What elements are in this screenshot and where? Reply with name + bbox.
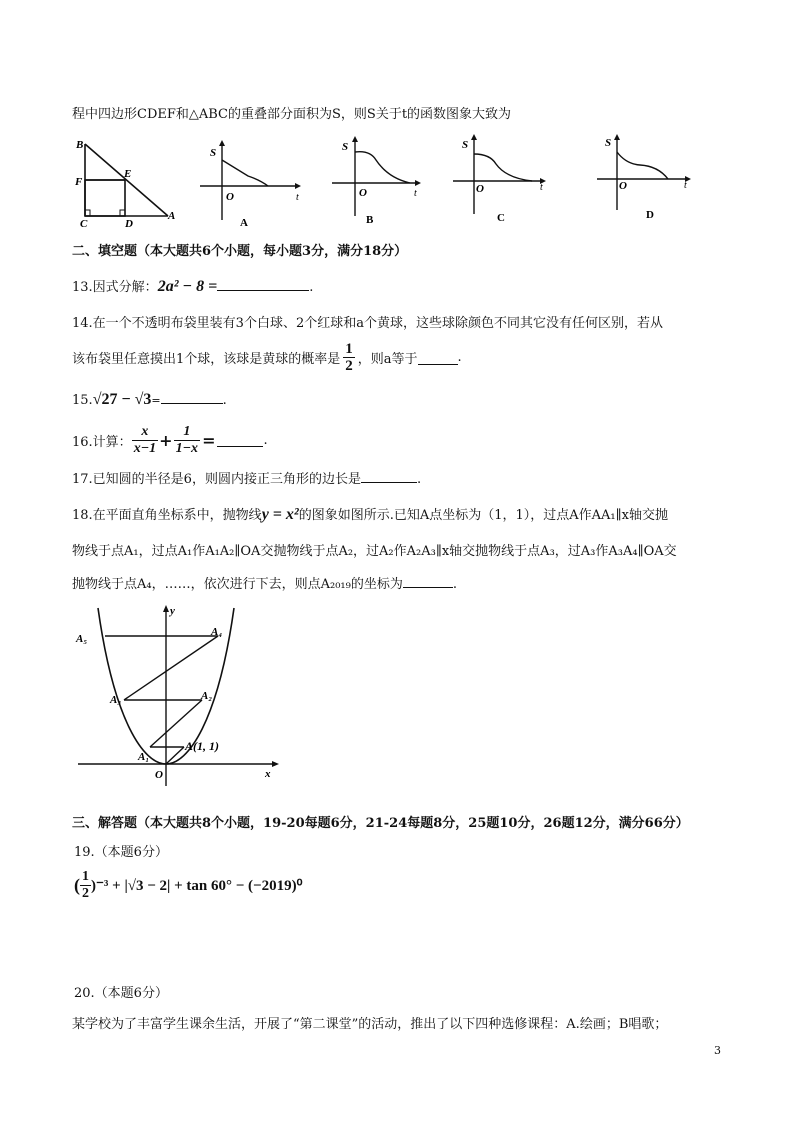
label-C: C (80, 218, 88, 230)
label-D: D (125, 218, 133, 230)
q18-equation: y = x² (261, 506, 299, 523)
option-label-c: C (497, 212, 505, 224)
question-20-title: 20.（本题6分） (74, 986, 168, 1001)
question-18-line3: 抛物线于点A₄，……，依次进行下去，则点A₂₀₁₉的坐标为 . (72, 577, 457, 592)
q14-answer-blank (418, 350, 458, 365)
graph-option-b (332, 136, 421, 226)
label-A: A (168, 210, 176, 222)
q16-fraction-1: $\frac{x}{x-1}$ (133, 423, 157, 456)
q13-expression: 2a² − 8 = (157, 278, 218, 295)
triangle-figure (85, 144, 168, 216)
option-label-b: B (366, 214, 374, 226)
question-16: 16.计算： $\frac{x}{x-1}$ + $\frac{1}{1-x}$ = . (72, 423, 268, 456)
q14-fraction: $\frac{1}{2}$ (345, 340, 353, 374)
label-x: x (265, 768, 271, 780)
section-2-header: 二、填空题（本大题共6个小题，每小题3分，满分18分） (72, 244, 408, 259)
question-20-text: 某学校为了丰富学生课余生活，开展了“第二课堂”的活动，推出了以下四种选修课程：A.绘画；B唱歌； (72, 1017, 668, 1032)
svg-text:S: S (462, 139, 469, 151)
question-18-line1: 18.在平面直角坐标系中，抛物线y = x²的图象如图所示.已知A点坐标为（1，1），过点A作AA₁∥x轴交抛 (72, 506, 668, 523)
svg-text:S: S (605, 137, 612, 149)
q12-figure (70, 128, 720, 230)
graph-option-d (597, 134, 691, 221)
label-y: y (170, 605, 175, 617)
svg-text:t: t (296, 192, 299, 203)
svg-text:O: O (619, 180, 627, 192)
label-a4: A₄ (211, 626, 223, 638)
label-a5: A₅ (76, 633, 88, 645)
q17-answer-blank (361, 482, 417, 483)
graph-option-a (200, 140, 301, 229)
q15-answer-blank (161, 403, 223, 404)
graph-option-c (453, 134, 546, 224)
question-14-line1: 14.在一个不透明布袋里装有3个白球、2个红球和a个黄球，这些球除颜色不同其它没有任何区别，若从 (72, 316, 663, 331)
q16-fraction-2: $\frac{1}{1-x}$ (175, 423, 199, 456)
section-3-header: 三、解答题（本大题共8个小题，19-20每题6分，21-24每题8分，25题10分，26题12分，满分66分） (72, 816, 689, 831)
label-origin: O (155, 769, 163, 781)
question-13: 13.因式分解：2a² − 8 = . (72, 278, 314, 295)
question-17: 17.已知圆的半径是6，则圆内接正三角形的边长是 . (72, 472, 422, 487)
svg-text:t: t (684, 180, 687, 191)
label-a3: A₃ (110, 694, 122, 706)
svg-text:t: t (414, 188, 417, 199)
q15-expression: √27 − √3 (92, 391, 152, 408)
label-B: B (76, 139, 84, 151)
q18-parabola-figure (74, 602, 284, 790)
page-number: 3 (714, 1044, 721, 1057)
label-F: F (75, 176, 83, 188)
option-label-d: D (646, 209, 654, 221)
question-18-line2: 物线于点A₁，过点A₁作A₁A₂∥OA交抛物线于点A₂，过A₂作A₂A₃∥x轴交抛物线于点A₃，过A₃作A₃A₄∥OA交 (72, 544, 677, 559)
label-a1: A₁ (138, 751, 150, 763)
q13-answer-blank (217, 290, 309, 291)
label-a2: A₂ (201, 690, 213, 702)
q19-fraction: $\frac{1}{2}$ (82, 868, 89, 901)
label-point-a: A(1, 1) (185, 739, 219, 753)
question-15: 15.√27 − √3= . (72, 391, 227, 408)
svg-text:O: O (226, 191, 234, 203)
question-19-title: 19.（本题6分） (74, 845, 168, 860)
label-E: E (124, 168, 132, 180)
option-label-a: A (240, 217, 248, 229)
svg-text:S: S (342, 141, 349, 153)
svg-text:O: O (476, 183, 484, 195)
question-14-line2: 该布袋里任意摸出1个球，该球是黄球的概率是 $\frac{1}{2}$ ，则a等于 . (72, 340, 462, 374)
svg-text:S: S (210, 147, 217, 159)
question-19-expression: ( $\frac{1}{2}$ )⁻³ + |√3 − 2| + tan 60° − (−2019)⁰ (74, 868, 303, 901)
svg-text:O: O (359, 187, 367, 199)
q18-answer-blank (403, 587, 453, 588)
svg-text:t: t (540, 182, 543, 193)
q16-answer-blank (217, 434, 263, 447)
intro-text: 程中四边形CDEF和△ABC的重叠部分面积为S，则S关于t的函数图象大致为 (72, 107, 512, 122)
